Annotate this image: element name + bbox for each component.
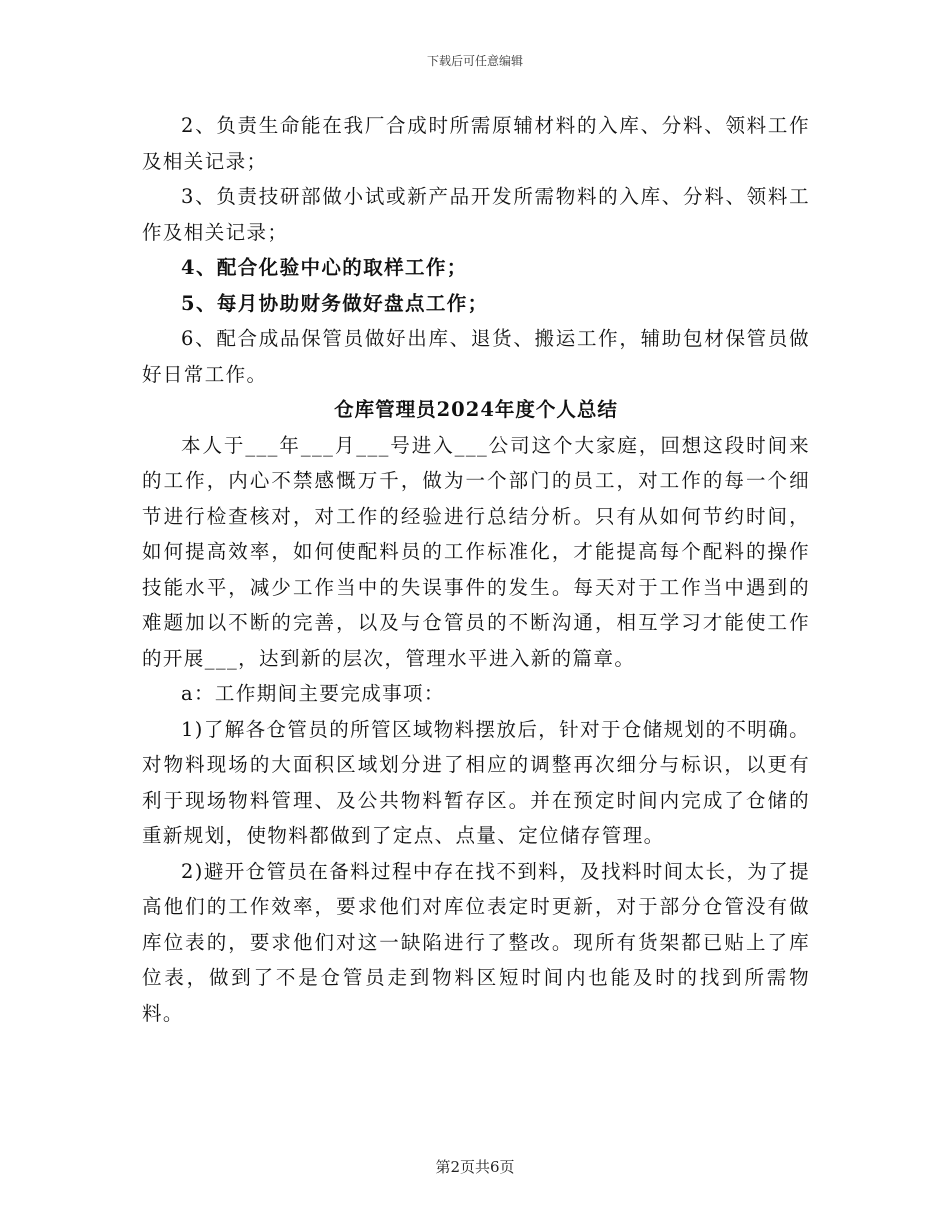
duty-item-3: 3、负责技研部做小试或新产品开发所需物料的入库、分料、领料工作及相关记录； [142, 185, 810, 244]
summary-paragraph-intro: 本人于___年___月___号进入___公司这个大家庭，回想这段时间来的工作，内心不禁感慨万千，做为一个部门的员工，对工作的每一个细节进行检查核对，对工作的经验进行总结分析。只有从如何节约时间，如何提高效率，如何使配料员的工作标准化，才能提高每个配料的操作技能水平，减少工作当中的失误事件的发生。每天对于工作当中遇到的难题加以不断的完善，以及与仓管员的不断沟通，相互学习才能使工作的开展___，达到新的层次，管理水平进入新的篇章。 [142, 433, 810, 670]
summary-paragraph-heading-a: a：工作期间主要完成事项： [181, 682, 445, 705]
page-footer: 第2页共6页 [435, 1158, 515, 1176]
summary-paragraph-item-2: 2)避开仓管员在备料过程中存在找不到料，及找料时间太长，为了提高他们的工作效率，要求他们对库位表定时更新，对于部分仓管没有做库位表的，要求他们对这一缺陷进行了整改。现所有货架都已贴上了库位表，做到了不是仓管员走到物料区短时间内也能及时的找到所需物料。 [142, 859, 810, 1025]
duty-item-4: 4、配合化验中心的取样工作； [181, 256, 468, 279]
summary-paragraph-item-1: 1)了解各仓管员的所管区域物料摆放后，针对于仓储规划的不明确。对物料现场的大面积区域划分进了相应的调整再次细分与标识，以更有利于现场物料管理、及公共物料暂存区。并在预定时间内完成了仓储的重新规划，使物料都做到了定点、点量、定位储存管理。 [142, 717, 810, 847]
document-body [142, 108, 810, 1031]
section-title: 仓库管理员2024年度个人总结 [334, 398, 618, 421]
duty-item-5: 5、每月协助财务做好盘点工作； [181, 291, 489, 315]
duty-item-2: 2、负责生命能在我厂合成时所需原辅材料的入库、分料、领料工作及相关记录； [142, 114, 810, 173]
duty-item-6: 6、配合成品保管员做好出库、退货、搬运工作，辅助包材保管员做好日常工作。 [142, 327, 810, 386]
page-header: 下载后可任意编辑 [426, 54, 523, 68]
